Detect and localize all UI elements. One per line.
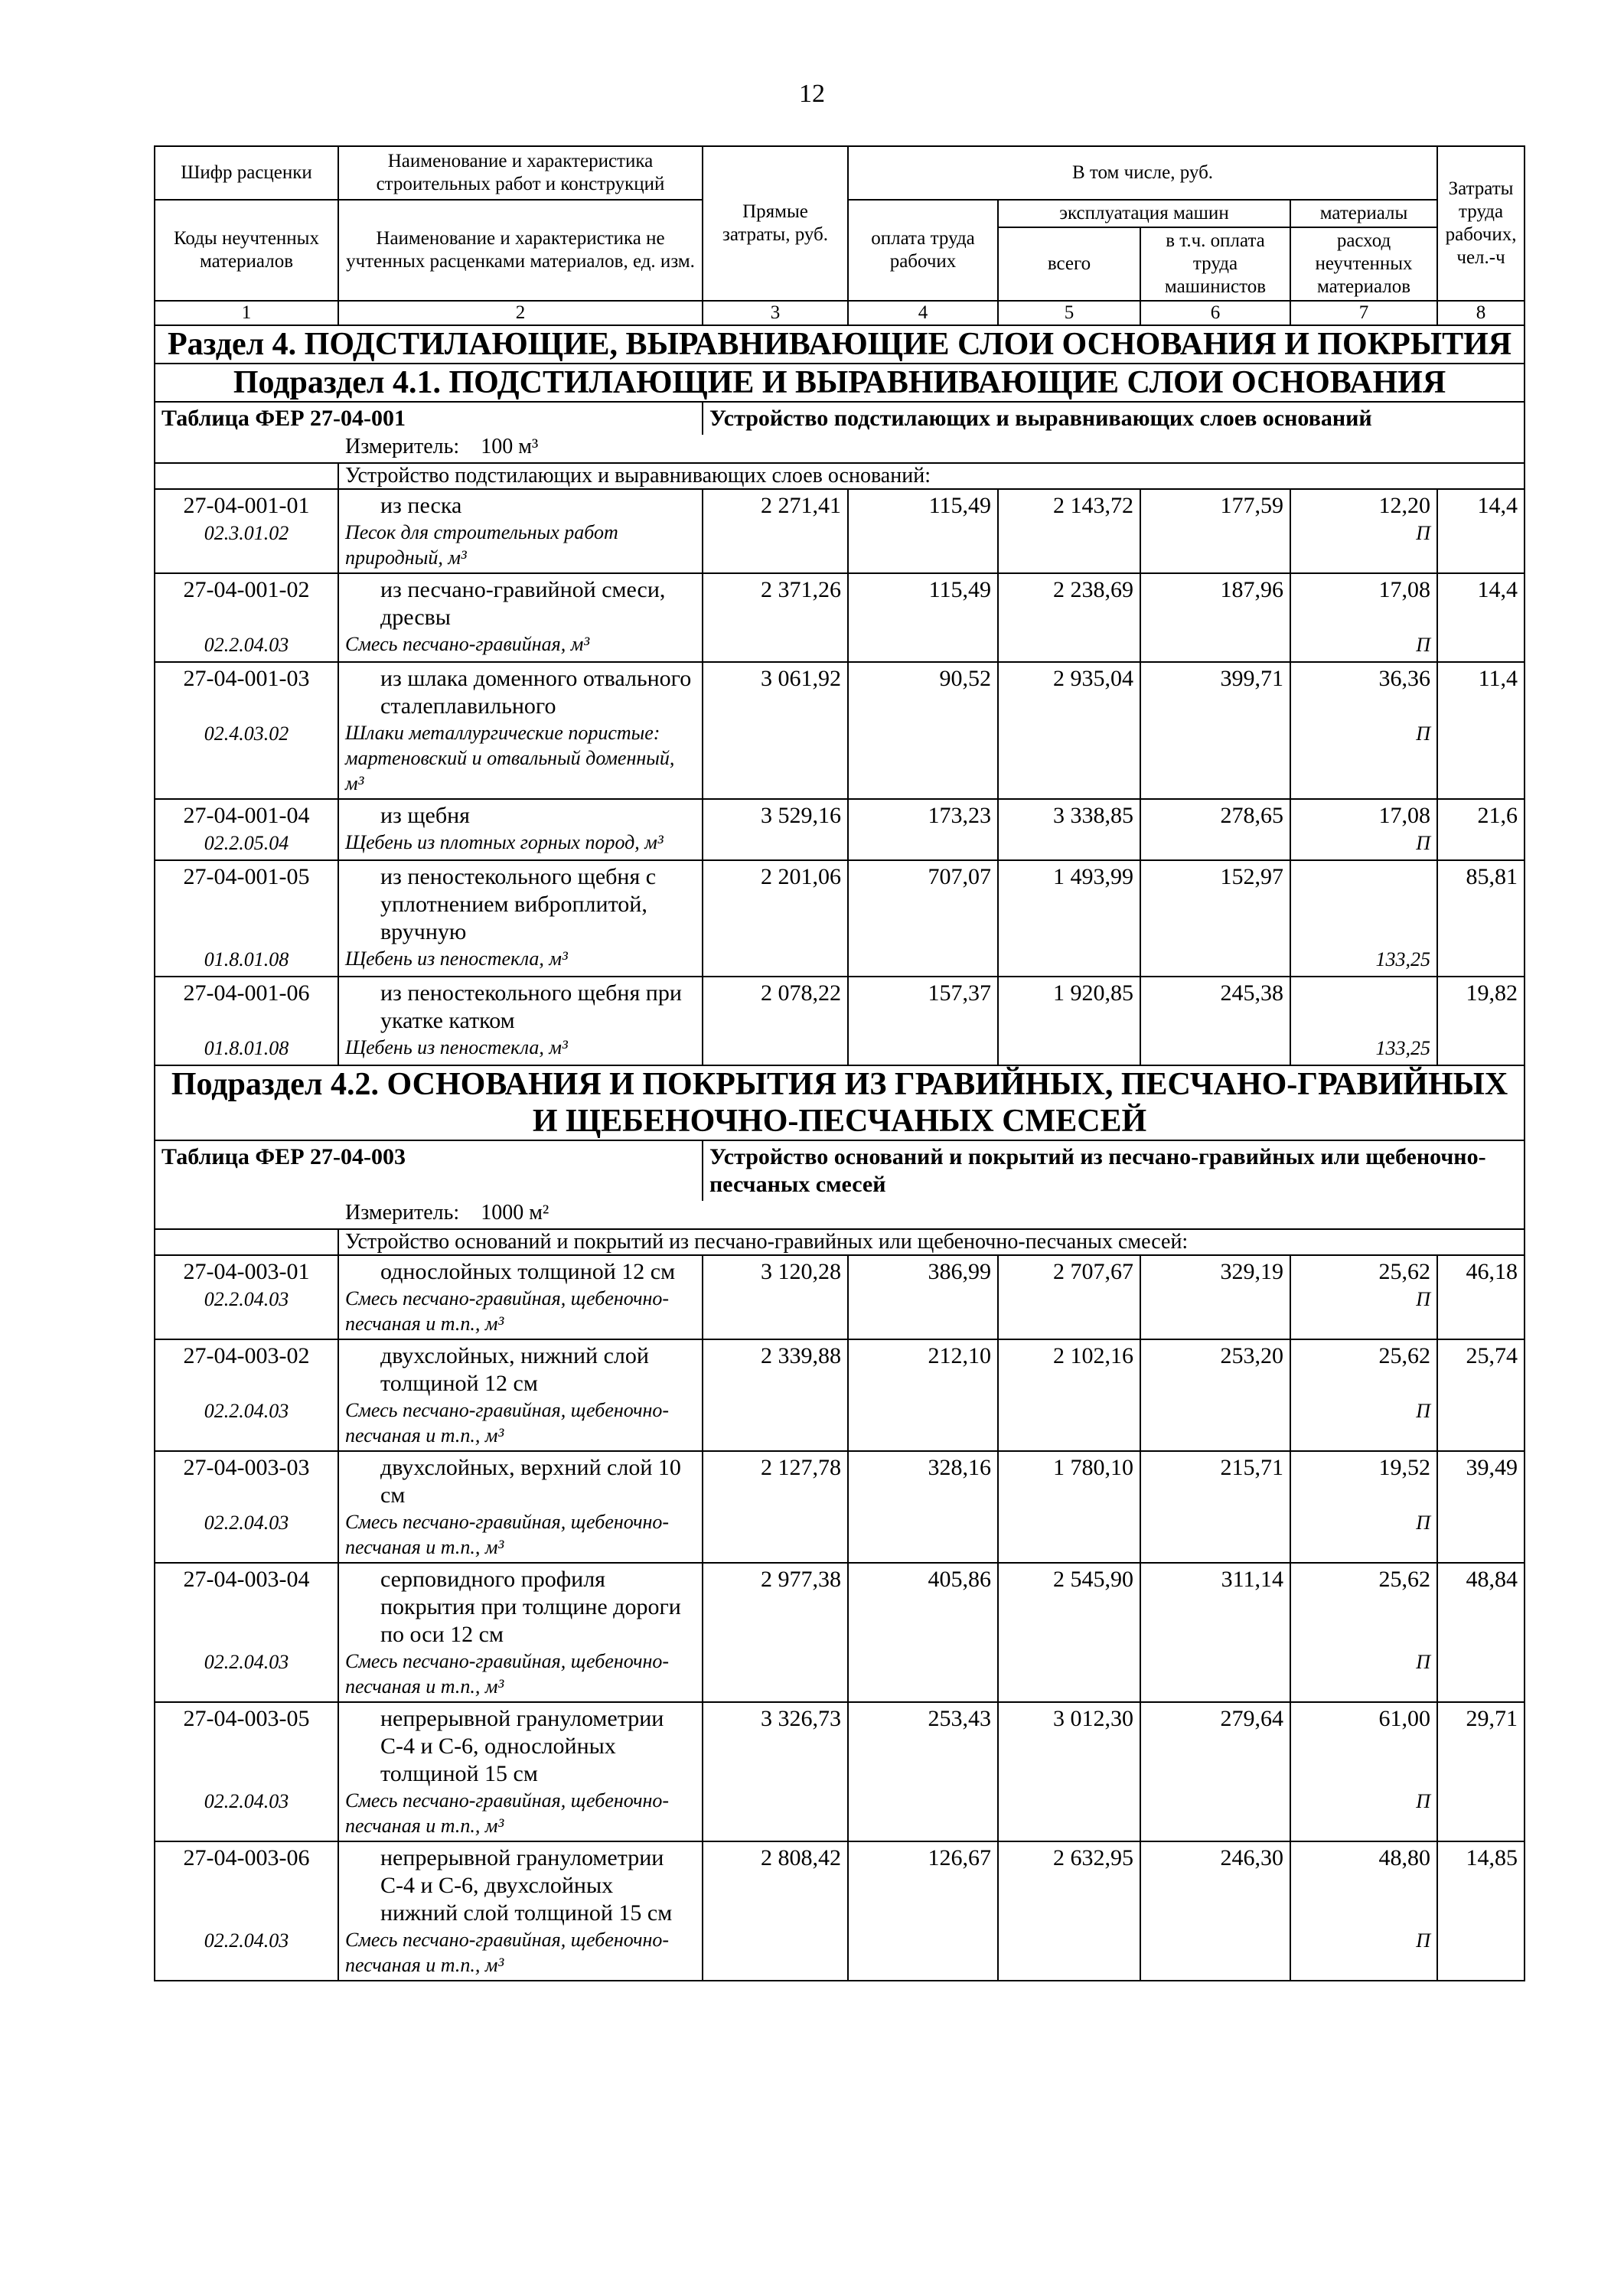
table-row (155, 573, 1525, 662)
machines-labor-cost: 245,38 (1140, 977, 1290, 1065)
header-cell-material-codes: Коды неучтенных материалов (155, 200, 338, 301)
subsection-title: Подраздел 4.2. ОСНОВАНИЯ И ПОКРЫТИЯ ИЗ ГРАВИЙНЫХ, ПЕСЧАНО-ГРАВИЙНЫХ И ЩЕБЕНОЧНО-ПЕСЧАНЫХ СМЕСЕЙ (155, 1065, 1525, 1140)
machines-cost: 1 920,85 (998, 977, 1140, 1065)
work-name: из песка (380, 493, 462, 518)
table-row (155, 860, 1525, 977)
material-unit-mark: П (1416, 832, 1431, 854)
rate-code: 27-04-003-05 (183, 1706, 310, 1731)
material-unit-mark: П (1416, 1651, 1431, 1673)
name-cell (338, 799, 703, 860)
labor-hours: 14,85 (1437, 1841, 1525, 1981)
material-amount: 25,62 (1378, 1343, 1431, 1368)
labor-hours: 48,84 (1437, 1563, 1525, 1702)
table-title: Устройство подстилающих и выравнивающих слоев оснований (703, 402, 1525, 435)
labor-hours: 39,49 (1437, 1451, 1525, 1563)
work-name: непрерывной гранулометрии С-4 и С-6, двухслойных нижний слой толщиной 15 см (380, 1845, 673, 1926)
material-name: Смесь песчано-гравийная, м³ (345, 633, 590, 655)
machines-cost: 2 707,67 (998, 1255, 1140, 1339)
material-name: Смесь песчано-гравийная, щебеночно-песчаная и т.п., м³ (345, 1650, 670, 1698)
name-cell (338, 662, 703, 799)
labor-hours: 85,81 (1437, 860, 1525, 977)
intro-row (155, 463, 1525, 489)
material-usage (1290, 1563, 1437, 1702)
material-code: 02.2.04.03 (204, 1790, 289, 1812)
subsection-row (155, 364, 1525, 402)
material-unit-mark: П (1416, 1512, 1431, 1534)
table-header (155, 146, 1525, 325)
subsection-row (155, 1065, 1525, 1140)
code-cell (155, 1255, 338, 1339)
machines-labor-cost: 253,20 (1140, 1339, 1290, 1451)
column-number: 6 (1140, 301, 1290, 325)
direct-cost: 2 371,26 (703, 573, 848, 662)
material-code: 01.8.01.08 (204, 948, 289, 970)
material-usage (1290, 1702, 1437, 1841)
unit-label: Измеритель: (345, 1201, 460, 1225)
material-code: 02.2.05.04 (204, 832, 289, 854)
table-label: Таблица ФЕР 27-04-003 (155, 1140, 703, 1201)
header-cell-material-names: Наименование и характеристика не учтенных расценками материалов, ед. изм. (338, 200, 703, 301)
material-code: 02.2.04.03 (204, 1288, 289, 1310)
rate-code: 27-04-001-02 (183, 577, 310, 602)
header-cell-machines-labor: в т.ч. оплата труда машинистов (1140, 227, 1290, 301)
material-unit-mark: П (1416, 1400, 1431, 1422)
material-name: Щебень из пеностекла, м³ (345, 947, 568, 970)
table-row (155, 662, 1525, 799)
rate-code: 27-04-003-02 (183, 1343, 310, 1368)
intro-text: Устройство оснований и покрытий из песчано-гравийных или щебеночно-песчаных смесей: (338, 1229, 1525, 1255)
labor-hours: 11,4 (1437, 662, 1525, 799)
header-cell-hours: Затраты труда рабочих, чел.-ч (1437, 146, 1525, 301)
code-cell (155, 662, 338, 799)
machines-labor-cost: 187,96 (1140, 573, 1290, 662)
name-cell (338, 1702, 703, 1841)
labor-cost: 173,23 (848, 799, 998, 860)
header-cell-direct: Прямые затраты, руб. (703, 146, 848, 301)
direct-cost: 2 078,22 (703, 977, 848, 1065)
machines-labor-cost: 152,97 (1140, 860, 1290, 977)
table-row (155, 977, 1525, 1065)
table-row (155, 1339, 1525, 1451)
direct-cost: 2 271,41 (703, 489, 848, 573)
material-name: Шлаки металлургические пористые: мартеновский и отвальный доменный, м³ (345, 722, 675, 794)
direct-cost: 2 808,42 (703, 1841, 848, 1981)
material-unit-mark: П (1416, 1929, 1431, 1952)
material-usage (1290, 1841, 1437, 1981)
direct-cost: 2 977,38 (703, 1563, 848, 1702)
header-cell-name: Наименование и характеристика строительных работ и конструкций (338, 146, 703, 200)
labor-cost: 90,52 (848, 662, 998, 799)
code-cell (155, 799, 338, 860)
page-number: 12 (799, 80, 825, 108)
code-cell (155, 1451, 338, 1563)
table-row (155, 1563, 1525, 1702)
rate-code: 27-04-001-03 (183, 666, 310, 691)
work-name: из пеностекольного щебня при укатке катком (380, 980, 682, 1033)
intro-spacer (155, 1229, 338, 1255)
machines-labor-cost: 177,59 (1140, 489, 1290, 573)
header-cell-labor: оплата труда рабочих (848, 200, 998, 301)
material-code: 02.4.03.02 (204, 722, 289, 745)
material-code: 02.2.04.03 (204, 1512, 289, 1534)
rate-code: 27-04-003-06 (183, 1845, 310, 1870)
machines-cost: 2 545,90 (998, 1563, 1140, 1702)
rate-code: 27-04-001-04 (183, 803, 310, 828)
table-body (155, 325, 1525, 1981)
material-unit-mark: П (1416, 1288, 1431, 1310)
direct-cost: 3 061,92 (703, 662, 848, 799)
work-name: из пеностекольного щебня с уплотнением виброплитой, вручную (380, 864, 657, 944)
material-name: Смесь песчано-гравийная, щебеночно-песчаная и т.п., м³ (345, 1789, 670, 1837)
subsection-title: Подраздел 4.1. ПОДСТИЛАЮЩИЕ И ВЫРАВНИВАЮЩИЕ СЛОИ ОСНОВАНИЯ (155, 364, 1525, 402)
column-number: 4 (848, 301, 998, 325)
column-number: 8 (1437, 301, 1525, 325)
section-title: Раздел 4. ПОДСТИЛАЮЩИЕ, ВЫРАВНИВАЮЩИЕ СЛОИ ОСНОВАНИЯ И ПОКРЫТИЯ (155, 325, 1525, 364)
machines-cost: 2 102,16 (998, 1339, 1140, 1451)
machines-labor-cost: 279,64 (1140, 1702, 1290, 1841)
material-unit-mark: П (1416, 1790, 1431, 1812)
machines-cost: 1 780,10 (998, 1451, 1140, 1563)
column-number: 3 (703, 301, 848, 325)
labor-hours: 46,18 (1437, 1255, 1525, 1339)
material-code: 02.2.04.03 (204, 1929, 289, 1952)
machines-cost: 2 935,04 (998, 662, 1140, 799)
labor-cost: 115,49 (848, 573, 998, 662)
labor-cost: 405,86 (848, 1563, 998, 1702)
direct-cost: 2 339,88 (703, 1339, 848, 1451)
rate-code: 27-04-003-04 (183, 1567, 310, 1592)
header-cell-materials: материалы (1290, 200, 1437, 227)
work-name: серповидного профиля покрытия при толщине дороги по оси 12 см (380, 1567, 681, 1647)
labor-cost: 707,07 (848, 860, 998, 977)
table-row (155, 489, 1525, 573)
table-title-row (155, 1140, 1525, 1201)
code-cell (155, 1841, 338, 1981)
labor-cost: 253,43 (848, 1702, 998, 1841)
material-name: Смесь песчано-гравийная, щебеночно-песчаная и т.п., м³ (345, 1929, 670, 1976)
name-cell (338, 489, 703, 573)
table-row (155, 1451, 1525, 1563)
material-amount: 17,08 (1378, 803, 1431, 828)
direct-cost: 3 529,16 (703, 799, 848, 860)
machines-labor-cost: 329,19 (1140, 1255, 1290, 1339)
material-amount: 25,62 (1378, 1259, 1431, 1284)
material-unit-mark: П (1416, 634, 1431, 656)
material-amount: 12,20 (1378, 493, 1431, 518)
material-unit-mark: П (1416, 522, 1431, 544)
intro-spacer (155, 463, 338, 489)
material-code: 02.2.04.03 (204, 634, 289, 656)
machines-labor-cost: 246,30 (1140, 1841, 1290, 1981)
name-cell (338, 1563, 703, 1702)
labor-cost: 115,49 (848, 489, 998, 573)
code-cell (155, 1702, 338, 1841)
material-unit-mark: П (1416, 722, 1431, 745)
table-row (155, 1841, 1525, 1981)
section-row (155, 325, 1525, 364)
price-table (154, 145, 1525, 1981)
unit-cell (155, 1201, 1525, 1229)
machines-labor-cost: 311,14 (1140, 1563, 1290, 1702)
material-name: Смесь песчано-гравийная, щебеночно-песчаная и т.п., м³ (345, 1287, 670, 1335)
table-row (155, 1255, 1525, 1339)
column-numbers-row (155, 301, 1525, 325)
material-amount: 25,62 (1378, 1567, 1431, 1592)
material-name: Песок для строительных работ природный, м³ (345, 521, 618, 569)
work-name: из щебня (380, 803, 470, 828)
material-code: 02.2.04.03 (204, 1400, 289, 1422)
rate-code: 27-04-001-01 (183, 493, 310, 518)
unit-row (155, 435, 1525, 463)
code-cell (155, 1563, 338, 1702)
material-amount: 48,80 (1378, 1845, 1431, 1870)
rate-code: 27-04-003-01 (183, 1259, 310, 1284)
machines-labor-cost: 278,65 (1140, 799, 1290, 860)
labor-cost: 328,16 (848, 1451, 998, 1563)
material-amount: 61,00 (1378, 1706, 1431, 1731)
work-name: непрерывной гранулометрии С-4 и С-6, однослойных толщиной 15 см (380, 1706, 664, 1786)
unit-row (155, 1201, 1525, 1229)
machines-cost: 1 493,99 (998, 860, 1140, 977)
material-amount: 36,36 (1378, 666, 1431, 691)
labor-hours: 25,74 (1437, 1339, 1525, 1451)
work-name: двухслойных, верхний слой 10 см (380, 1455, 681, 1508)
labor-hours: 14,4 (1437, 489, 1525, 573)
header-cell-machines-total: всего (998, 227, 1140, 301)
code-cell (155, 489, 338, 573)
column-number: 1 (155, 301, 338, 325)
labor-hours: 19,82 (1437, 977, 1525, 1065)
code-cell (155, 1339, 338, 1451)
table-row (155, 799, 1525, 860)
material-usage (1290, 1339, 1437, 1451)
rate-code: 27-04-001-05 (183, 864, 310, 889)
machines-cost: 2 143,72 (998, 489, 1140, 573)
machines-cost: 2 238,69 (998, 573, 1140, 662)
material-code: 02.3.01.02 (204, 522, 289, 544)
rate-code: 27-04-003-03 (183, 1455, 310, 1480)
unit-value: 100 м³ (481, 435, 539, 458)
material-name: Смесь песчано-гравийная, щебеночно-песчаная и т.п., м³ (345, 1399, 670, 1446)
name-cell (338, 1841, 703, 1981)
header-cell-material-usage: расход неучтенных материалов (1290, 227, 1437, 301)
name-cell (338, 1255, 703, 1339)
unit-label: Измеритель: (345, 435, 460, 458)
direct-cost: 3 326,73 (703, 1702, 848, 1841)
material-code: 01.8.01.08 (204, 1037, 289, 1059)
header-cell-machines: эксплуатация машин (998, 200, 1290, 227)
work-name: из песчано-гравийной смеси, дресвы (380, 577, 666, 630)
material-name: Смесь песчано-гравийная, щебеночно-песчаная и т.п., м³ (345, 1511, 670, 1558)
header-cell-code: Шифр расценки (155, 146, 338, 200)
code-cell (155, 977, 338, 1065)
work-name: двухслойных, нижний слой толщиной 12 см (380, 1343, 649, 1396)
work-name: из шлака доменного отвального сталеплавильного (380, 666, 692, 719)
material-usage (1290, 489, 1437, 573)
intro-text: Устройство подстилающих и выравнивающих слоев оснований: (338, 463, 1525, 489)
rate-code: 27-04-001-06 (183, 980, 310, 1006)
material-usage (1290, 662, 1437, 799)
labor-hours: 14,4 (1437, 573, 1525, 662)
name-cell (338, 1339, 703, 1451)
material-usage (1290, 573, 1437, 662)
name-cell (338, 1451, 703, 1563)
material-unit-mark: 133,25 (1375, 1037, 1431, 1059)
name-cell (338, 977, 703, 1065)
material-usage (1290, 860, 1437, 977)
table-title-row (155, 402, 1525, 435)
machines-cost: 3 012,30 (998, 1702, 1140, 1841)
labor-cost: 212,10 (848, 1339, 998, 1451)
material-usage (1290, 977, 1437, 1065)
material-usage (1290, 1451, 1437, 1563)
unit-cell (155, 435, 1525, 463)
material-amount: 19,52 (1378, 1455, 1431, 1480)
labor-cost: 126,67 (848, 1841, 998, 1981)
machines-labor-cost: 399,71 (1140, 662, 1290, 799)
code-cell (155, 573, 338, 662)
material-name: Щебень из плотных горных пород, м³ (345, 831, 664, 853)
column-number: 5 (998, 301, 1140, 325)
labor-cost: 386,99 (848, 1255, 998, 1339)
labor-cost: 157,37 (848, 977, 998, 1065)
header-cell-group: В том числе, руб. (848, 146, 1437, 200)
direct-cost: 2 201,06 (703, 860, 848, 977)
work-name: однослойных толщиной 12 см (380, 1259, 676, 1284)
machines-cost: 3 338,85 (998, 799, 1140, 860)
material-name: Щебень из пеностекла, м³ (345, 1036, 568, 1058)
table-title: Устройство оснований и покрытий из песчано-гравийных или щебеночно-песчаных смесей (703, 1140, 1525, 1201)
material-usage (1290, 1255, 1437, 1339)
direct-cost: 3 120,28 (703, 1255, 848, 1339)
material-usage (1290, 799, 1437, 860)
material-unit-mark: 133,25 (1375, 948, 1431, 970)
table-row (155, 1702, 1525, 1841)
labor-hours: 21,6 (1437, 799, 1525, 860)
name-cell (338, 573, 703, 662)
column-number: 2 (338, 301, 703, 325)
code-cell (155, 860, 338, 977)
column-number: 7 (1290, 301, 1437, 325)
table-label: Таблица ФЕР 27-04-001 (155, 402, 703, 435)
machines-labor-cost: 215,71 (1140, 1451, 1290, 1563)
labor-hours: 29,71 (1437, 1702, 1525, 1841)
intro-row (155, 1229, 1525, 1255)
unit-value: 1000 м² (481, 1201, 549, 1225)
name-cell (338, 860, 703, 977)
material-amount: 17,08 (1378, 577, 1431, 602)
machines-cost: 2 632,95 (998, 1841, 1140, 1981)
direct-cost: 2 127,78 (703, 1451, 848, 1563)
material-code: 02.2.04.03 (204, 1651, 289, 1673)
